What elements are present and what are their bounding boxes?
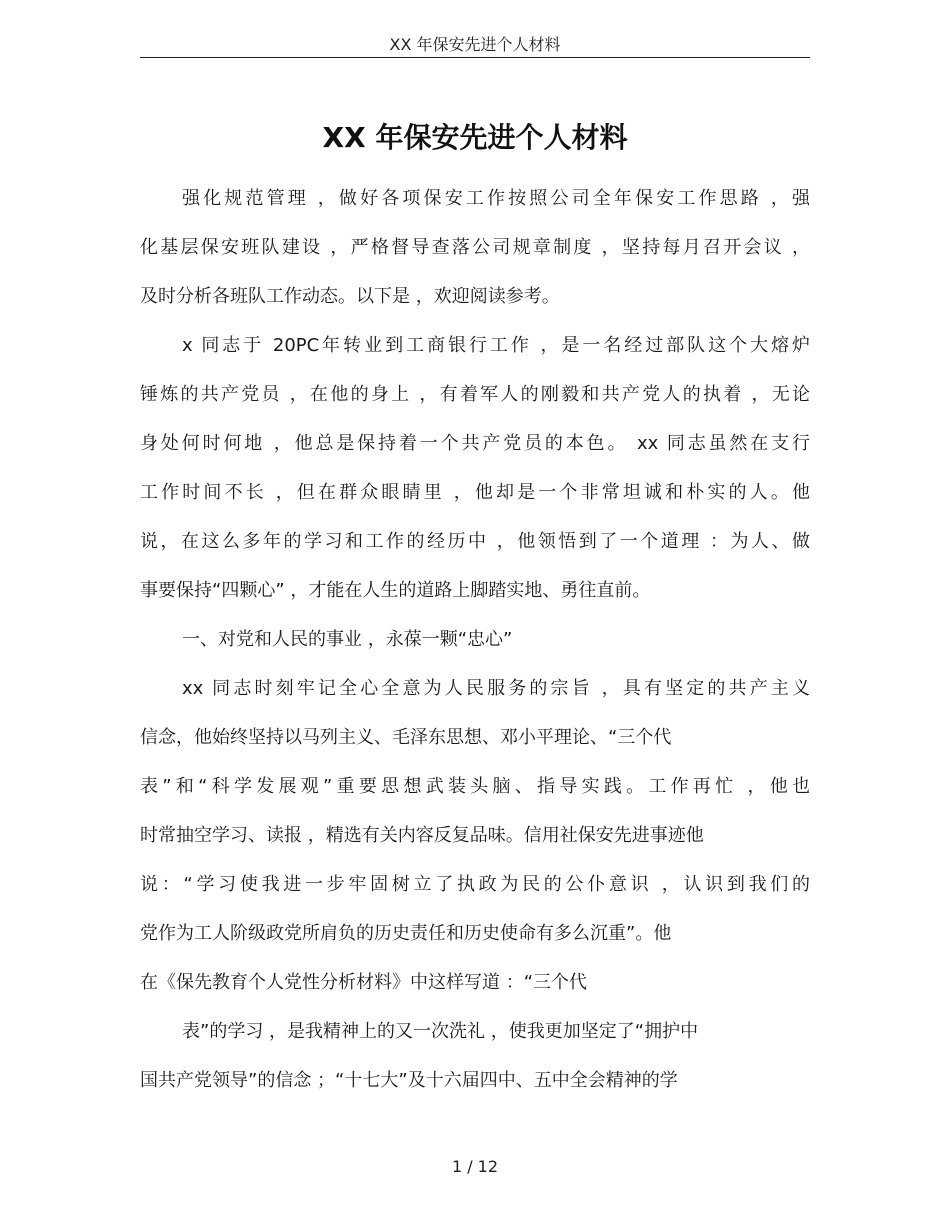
text-line: 说：“学习使我进一步牢固树立了执政为民的公仆意识 ，认识到我们的 [140,874,810,895]
text-line: 在《保先教育个人党性分析材料》中这样写道 ：“三个代 [140,972,588,993]
section-heading: 一、对党和人民的事业 ，永葆一颗“忠心” [182,629,513,650]
text-line: 说，在这么多年的学习和工作的经历中 ，他领悟到了一个道理 ：为人、做 [140,531,810,552]
header-rule [140,57,810,58]
text-line: 及时分析各班队工作动态。以下是 ，欢迎阅读参考。 [140,286,560,307]
running-header: XX 年保安先进个人材料 [389,35,561,54]
text-line: x 同志于 20PC年转业到工商银行工作 ，是一名经过部队这个大熔炉 [182,335,810,356]
text-line: 身处何时何地 ，他总是保持着一个共产党员的本色。 xx 同志虽然在支行 [140,433,810,454]
text-line: 事要保持“四颗心” ，才能在人生的道路上脚踏实地、勇往直前。 [140,580,651,601]
text-line: 锤炼的共产党员 ，在他的身上 ，有着军人的刚毅和共产党人的执着 ，无论 [140,384,810,405]
page-number: 1 / 12 [451,1157,499,1176]
text-line: 信念，他始终坚持以马列主义、毛泽东思想、邓小平理论、“三个代 [140,727,672,748]
text-line: xx 同志时刻牢记全心全意为人民服务的宗旨 ，具有坚定的共产主义 [182,678,810,699]
text-line: 党作为工人阶级政党所肩负的历史责任和历史使命有多么沉重”。他 [140,923,672,944]
text-line: 国共产党领导”的信念 ；“十七大”及十六届四中、五中全会精神的学 [140,1070,678,1091]
text-line: 表”的学习 ，是我精神上的又一次洗礼 ，使我更加坚定了“拥护中 [182,1021,699,1042]
text-line: 时常抽空学习、读报 ，精选有关内容反复品味。信用社保安先进事迹他 [140,825,704,846]
text-line: 强化规范管理 ，做好各项保安工作按照公司全年保安工作思路 ，强 [182,188,810,209]
text-line: 表”和“科学发展观”重要思想武装头脑、指导实践。工作再忙 ，他也 [140,776,810,797]
document-body [140,179,810,1110]
document-title: XX 年保安先进个人材料 [322,121,628,154]
text-line: 工作时间不长 ，但在群众眼睛里 ，他却是一个非常坦诚和朴实的人。他 [140,482,810,503]
text-line: 化基层保安班队建设 ，严格督导查落公司规章制度 ，坚持每月召开会议 ， [140,237,810,258]
